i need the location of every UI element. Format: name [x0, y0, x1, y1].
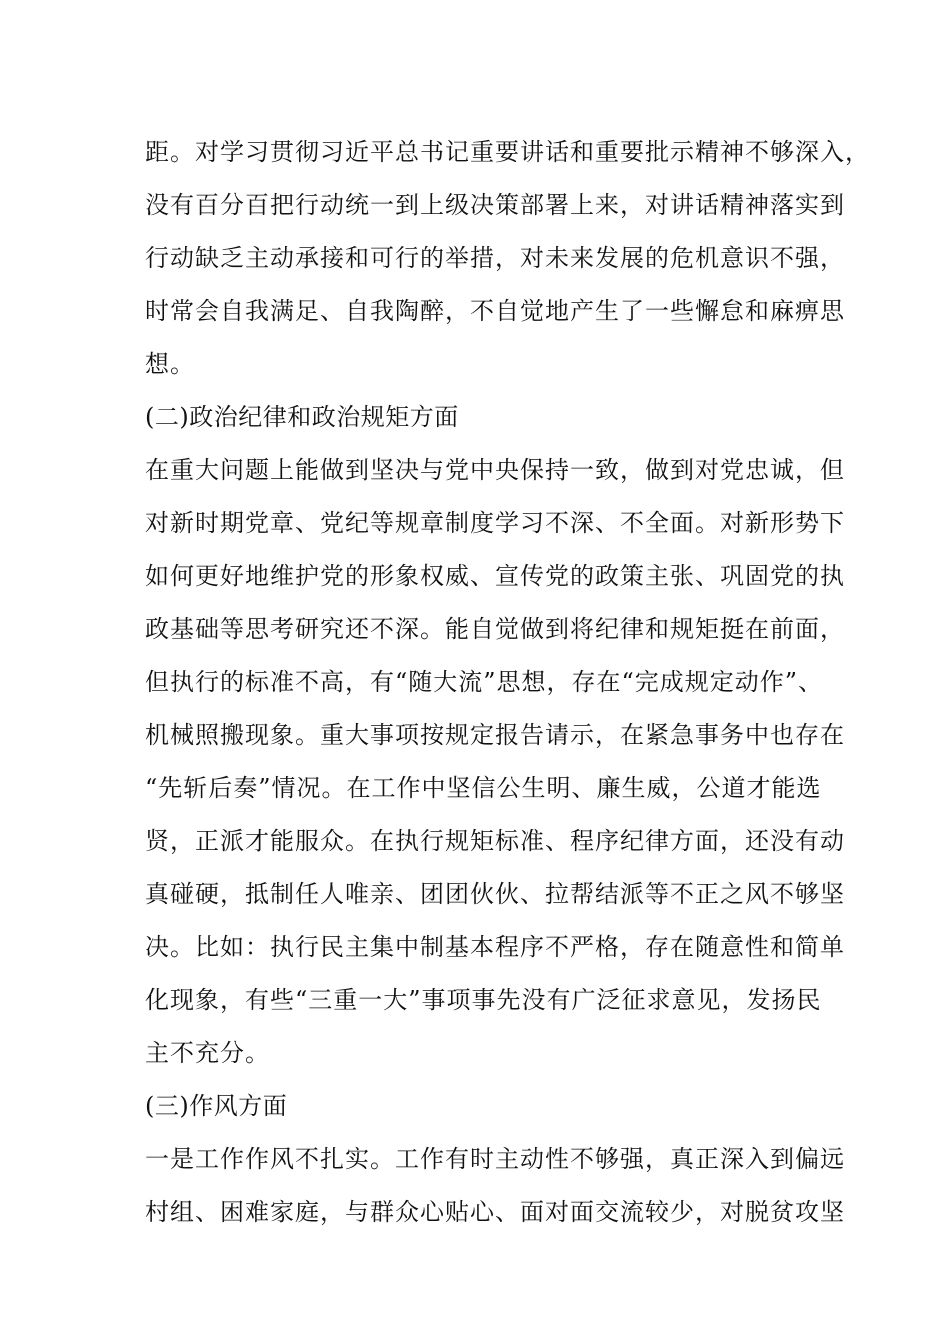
paragraph-line: 村组、困难家庭，与群众心贴心、面对面交流较少，对脱贫攻坚 — [145, 1198, 845, 1226]
paragraph-line: 时常会自我满足、自我陶醉，不自觉地产生了一些懈怠和麻痹思 — [145, 297, 845, 325]
paragraph-line: 决。比如：执行民主集中制基本程序不严格，存在随意性和简单 — [145, 933, 845, 961]
paragraph-line: 化现象，有些“三重一大”事项事先没有广泛征求意见，发扬民 — [145, 986, 822, 1014]
paragraph-line: “先斩后奏”情况。在工作中坚信公生明、廉生威，公道才能选 — [145, 774, 822, 802]
paragraph-line: 主不充分。 — [145, 1039, 270, 1067]
paragraph-line: 一是工作作风不扎实。工作有时主动性不够强，真正深入到偏远 — [145, 1145, 845, 1173]
paragraph-line: 想。 — [145, 350, 195, 378]
paragraph-line: 距。对学习贯彻习近平总书记重要讲话和重要批示精神不够深入， — [145, 138, 870, 166]
paragraph-line: 但执行的标准不高，有“随大流”思想，存在“完成规定动作”、 — [145, 668, 824, 696]
paragraph-line: 行动缺乏主动承接和可行的举措，对未来发展的危机意识不强， — [145, 244, 845, 272]
paragraph-line: 真碰硬，抵制任人唯亲、团团伙伙、拉帮结派等不正之风不够坚 — [145, 880, 845, 908]
paragraph-line: 在重大问题上能做到坚决与党中央保持一致，做到对党忠诚，但 — [145, 456, 845, 484]
paragraph-line: 对新时期党章、党纪等规章制度学习不深、不全面。对新形势下 — [145, 509, 845, 537]
paragraph-line: 如何更好地维护党的形象权威、宣传党的政策主张、巩固党的执 — [145, 562, 845, 590]
paragraph-line: 没有百分百把行动统一到上级决策部署上来，对讲话精神落实到 — [145, 191, 845, 219]
paragraph-line: 机械照搬现象。重大事项按规定报告请示，在紧急事务中也存在 — [145, 721, 845, 749]
paragraph-line: 贤，正派才能服众。在执行规矩标准、程序纪律方面，还没有动 — [145, 827, 845, 855]
document-body — [145, 126, 870, 1239]
paragraph-line: 政基础等思考研究还不深。能自觉做到将纪律和规矩挺在前面， — [145, 615, 845, 643]
section-heading: (三)作风方面 — [145, 1092, 288, 1120]
section-heading: (二)政治纪律和政治规矩方面 — [145, 403, 459, 431]
